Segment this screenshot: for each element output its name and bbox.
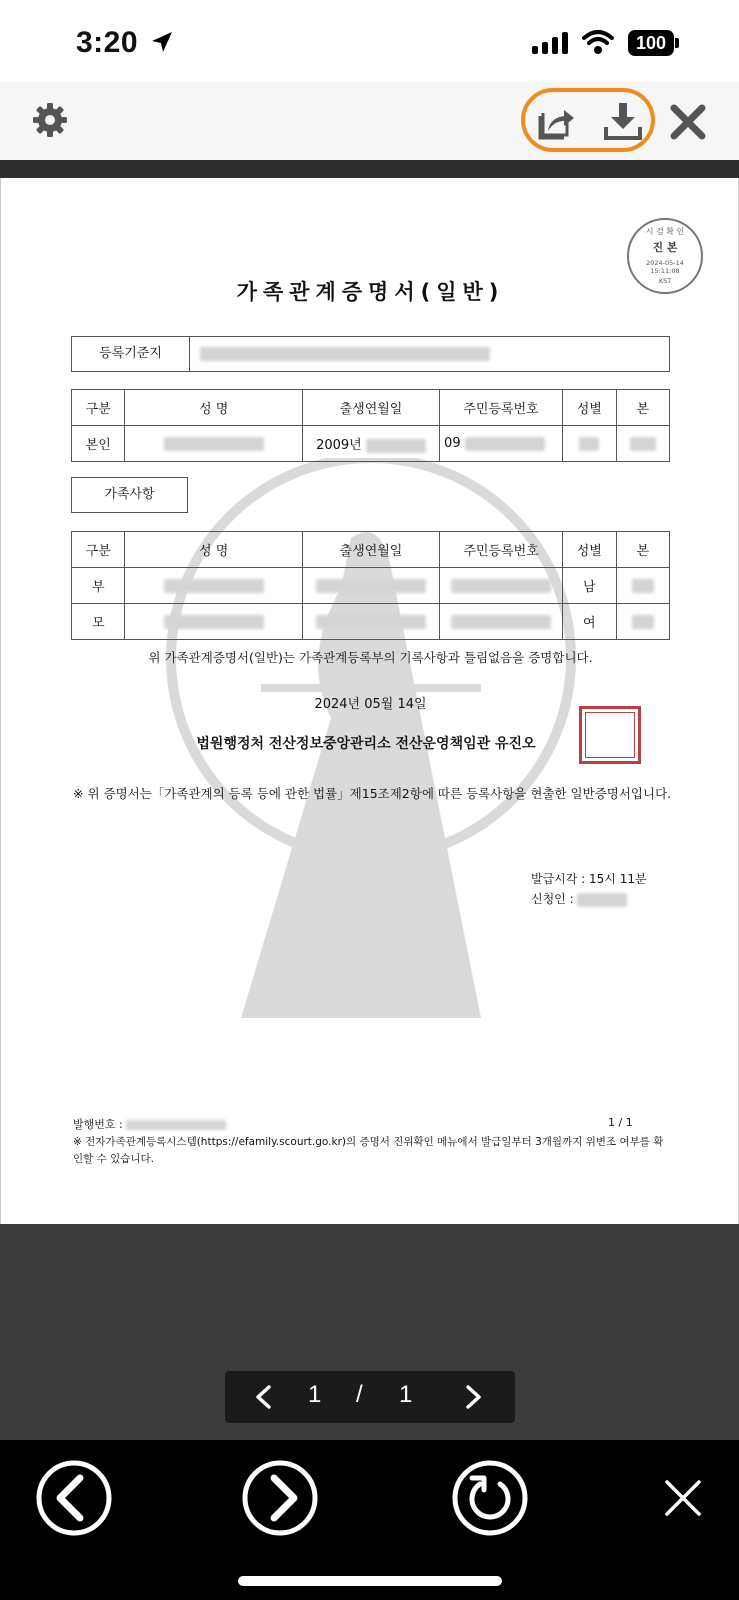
id-cell: 09 (440, 426, 563, 462)
header-cell: 성 명 (125, 390, 302, 426)
person-table (71, 389, 670, 462)
footer-note: ※ 전자가족관계등록시스템(https://efamily.scourt.go.kr)의 증명서 진위확인 메뉴에서 발급일부터 3개월까지 위변조 여부를 확인할 수 있습니다. (73, 1136, 664, 1165)
close-icon[interactable] (670, 104, 706, 140)
redacted-cell (125, 604, 302, 640)
header-cell: 주민등록번호 (440, 390, 563, 426)
header-cell: 주민등록번호 (440, 532, 563, 568)
document-top-edge (0, 160, 739, 178)
table-header-row (72, 390, 670, 426)
download-icon[interactable] (603, 101, 643, 141)
redacted-cell (616, 568, 670, 604)
registry-label: 등록기준지 (72, 337, 190, 371)
status-bar (0, 0, 739, 82)
redacted-cell (302, 568, 439, 604)
official-seal (579, 706, 641, 764)
share-icon[interactable] (536, 102, 576, 142)
birth-cell: 2009년 (302, 426, 439, 462)
bottom-navigation-bar (0, 1440, 739, 1600)
redacted-cell (616, 426, 670, 462)
page-navigator (225, 1371, 515, 1423)
gear-icon[interactable] (30, 100, 70, 140)
back-circle-icon[interactable] (34, 1458, 114, 1538)
page-current: 1 (308, 1381, 322, 1408)
row-type: 본인 (72, 426, 125, 462)
redacted-cell (563, 426, 616, 462)
header-cell: 본 (616, 390, 670, 426)
signal-icon (532, 32, 570, 54)
header-cell: 출생연월일 (302, 390, 439, 426)
forward-circle-icon[interactable] (240, 1458, 320, 1538)
redacted-cell (616, 604, 670, 640)
page-total: 1 (399, 1381, 413, 1408)
issue-time: 발급시각 : 15시 11분 (531, 872, 647, 886)
battery-percent: 100 (635, 33, 667, 53)
table-row (72, 604, 670, 640)
table-header-row (72, 532, 670, 568)
table-row (72, 426, 670, 462)
legal-note: ※ 위 증명서는「가족관계의 등록 등에 관한 법률」제15조제2항에 따른 등록사항을 현출한 일반증명서입니다. (73, 786, 672, 801)
chevron-right-icon[interactable] (462, 1385, 484, 1409)
wifi-icon (582, 29, 614, 55)
header-cell: 구분 (72, 390, 125, 426)
header-cell: 본 (616, 532, 670, 568)
redacted-cell (125, 568, 302, 604)
header-cell: 성 명 (125, 532, 302, 568)
header-cell: 구분 (72, 532, 125, 568)
redacted-cell (302, 604, 439, 640)
header-cell: 출생연월일 (302, 532, 439, 568)
redacted-address (200, 347, 490, 361)
location-arrow-icon (150, 30, 174, 54)
footer-issue-number: 발행번호 : (73, 1116, 226, 1132)
redacted-cell (440, 568, 563, 604)
row-type: 부 (72, 568, 125, 604)
family-section-header: 가족사항 (71, 477, 188, 513)
viewer-toolbar (0, 82, 739, 160)
issue-date: 2024년 05월 14일 (314, 697, 427, 712)
verification-seal: 시 검 확 인 진 본 2024-05-14 15:11:08 KST (627, 218, 703, 294)
status-time: 3:20 (76, 26, 139, 59)
close-icon[interactable] (663, 1478, 703, 1518)
chevron-left-icon[interactable] (253, 1385, 275, 1409)
issuer-name: 법원행정처 전산정보중앙관리소 전산운영책임관 유진오 (196, 736, 536, 752)
row-gender: 남 (563, 568, 616, 604)
certificate-document (0, 178, 739, 1224)
row-gender: 여 (563, 604, 616, 640)
certification-text: 위 가족관계증명서(일반)는 가족관계등록부의 기록사항과 틀림없음을 증명합니다. (148, 650, 593, 665)
applicant: 신청인 : (531, 890, 627, 907)
page-separator: / (356, 1381, 363, 1408)
header-cell: 성별 (563, 532, 616, 568)
battery-indicator (628, 30, 680, 56)
redacted-cell (125, 426, 302, 462)
redacted-cell (440, 604, 563, 640)
document-title: 가족관계증명서(일반) (236, 280, 505, 304)
table-row (72, 568, 670, 604)
family-table (71, 531, 670, 640)
footer-page: 1 / 1 (608, 1116, 633, 1129)
rotate-icon[interactable] (450, 1458, 530, 1538)
registry-box (71, 336, 670, 372)
row-type: 모 (72, 604, 125, 640)
home-indicator (238, 1576, 502, 1586)
header-cell: 성별 (563, 390, 616, 426)
